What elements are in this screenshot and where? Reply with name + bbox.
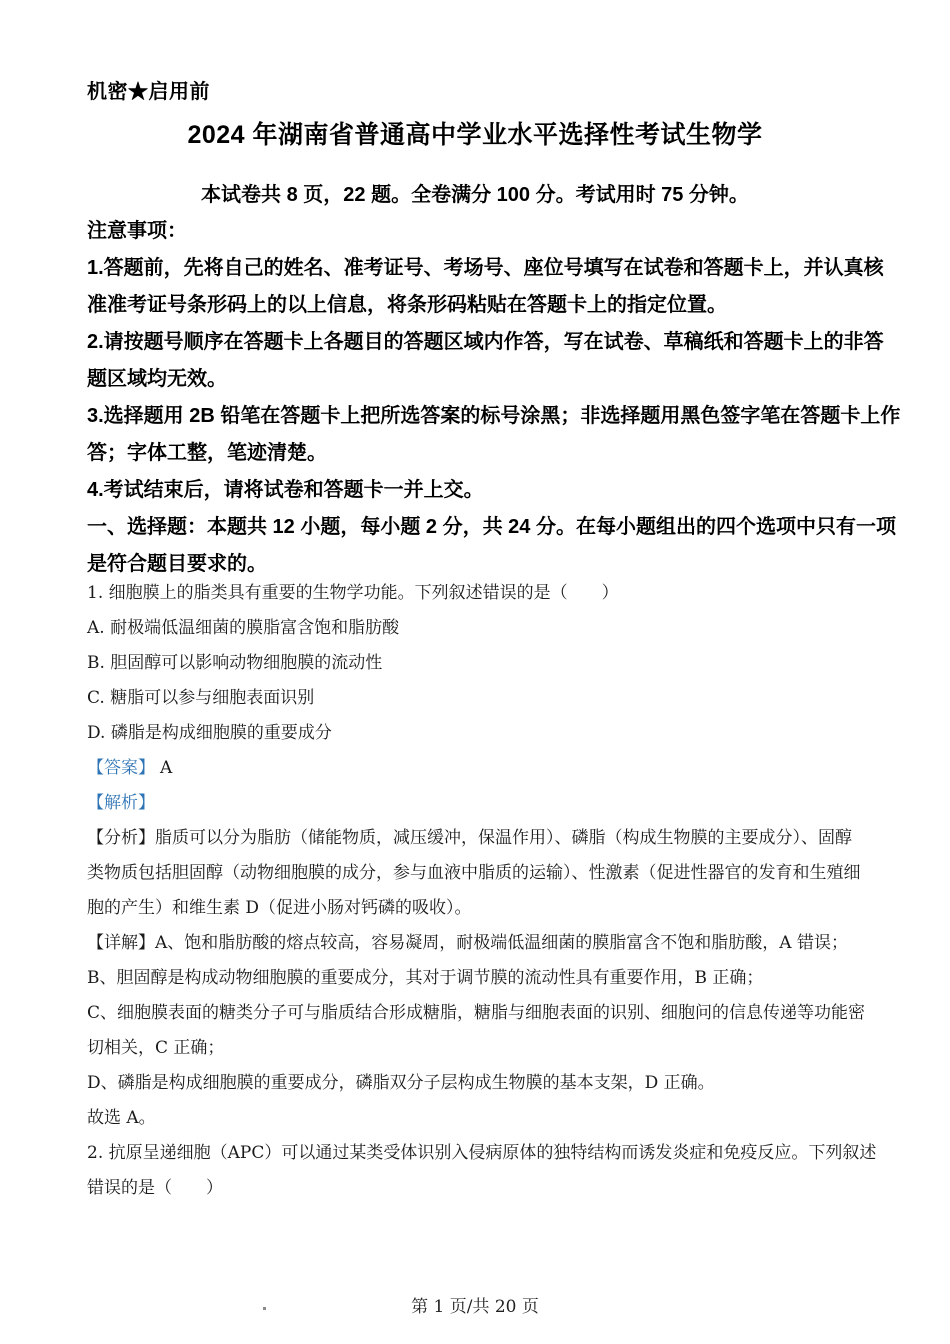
answer-line: [87, 751, 887, 786]
analysis-line-1: 【分析】脂质可以分为脂肪（储能物质，减压缓冲，保温作用）、磷脂（构成生物膜的主要成分）、固醇: [87, 828, 852, 848]
detail-line-b: B、胆固醇是构成动物细胞膜的重要成分，其对于调节膜的流动性具有重要作用，B 正确；: [87, 968, 764, 988]
notice-line-1-cont: 准准考证号条形码上的以上信息，将条形码粘贴在答题卡上的指定位置。: [87, 294, 727, 316]
question-2-stem-line-1: 2. 抗原呈递细胞（APC）可以通过某类受体识别入侵病原体的独特结构而诱发炎症和免疫反应。下列叙述: [87, 1143, 877, 1163]
security-classification: 机密★启用前: [87, 81, 210, 103]
notice-line-3: 3.选择题用 2B 铅笔在答题卡上把所选答案的标号涂黑；非选择题用黑色签字笔在答题卡上作: [87, 405, 901, 427]
question-block: [87, 576, 887, 1206]
detail-line-d: D、磷脂是构成细胞膜的重要成分，磷脂双分子层构成生物膜的基本支架，D 正确。: [87, 1073, 715, 1093]
question-2-stem-line-2: 错误的是（ ）: [87, 1178, 223, 1198]
answer-value: A: [160, 758, 173, 778]
notice-line-2-cont: 题区域均无效。: [87, 368, 227, 390]
question-1-option-c: C. 糖脂可以参与细胞表面识别: [87, 688, 315, 708]
question-1-option-d: D. 磷脂是构成细胞膜的重要成分: [87, 723, 332, 743]
question-1-option-b: B. 胆固醇可以影响动物细胞膜的流动性: [87, 653, 383, 673]
detail-line-a: 【详解】A、饱和脂肪酸的熔点较高，容易凝周，耐极端低温细菌的膜脂富含不饱和脂肪酸，A 错误；: [87, 933, 848, 953]
explanation-label: 【解析】: [87, 793, 155, 813]
page-number-footer: 第 1 页/共 20 页: [411, 1297, 539, 1317]
notice-line-4: 4.考试结束后，请将试卷和答题卡一并上交。: [87, 479, 484, 501]
explanation-label-line: [87, 786, 887, 821]
stray-mark: [263, 1307, 266, 1310]
detail-line-c-cont: 切相关，C 正确；: [87, 1038, 225, 1058]
section-heading-line-2: 是符合题目要求的。: [87, 553, 267, 575]
answer-label: 【答案】: [87, 758, 155, 778]
section-heading-line-1: 一、选择题：本题共 12 小题，每小题 2 分，共 24 分。在每小题组出的四个选项中只有一项: [87, 516, 896, 538]
notice-line-3-cont: 答；字体工整，笔迹清楚。: [87, 442, 327, 464]
exam-title: 2024 年湖南省普通高中学业水平选择性考试生物学: [187, 121, 763, 149]
question-1-stem: 1. 细胞膜上的脂类具有重要的生物学功能。下列叙述错误的是（ ）: [87, 583, 619, 603]
analysis-line-2: 类物质包括胆固醇（动物细胞膜的成分，参与血液中脂质的运输）、性激素（促进性器官的发育和生殖细: [87, 863, 861, 883]
exam-info-line: 本试卷共 8 页，22 题。全卷满分 100 分。考试用时 75 分钟。: [201, 184, 749, 206]
notice-line-2: 2.请按题号顺序在答题卡上各题目的答题区域内作答，写在试卷、草稿纸和答题卡上的非答: [87, 331, 884, 353]
question-1-option-a: A. 耐极端低温细菌的膜脂富含饱和脂肪酸: [87, 618, 400, 638]
notice-heading: 注意事项：: [87, 220, 187, 242]
conclusion-line: 故选 A。: [87, 1108, 156, 1128]
analysis-line-3: 胞的产生）和维生素 D（促进小肠对钙磷的吸收）。: [87, 898, 472, 918]
notice-section: [87, 213, 901, 583]
detail-line-c: C、细胞膜表面的糖类分子可与脂质结合形成糖脂，糖脂与细胞表面的识别、细胞问的信息传递等功能密: [87, 1003, 866, 1023]
notice-line-1: 1.答题前，先将自己的姓名、准考证号、考场号、座位号填写在试卷和答题卡上，并认真核: [87, 257, 884, 279]
